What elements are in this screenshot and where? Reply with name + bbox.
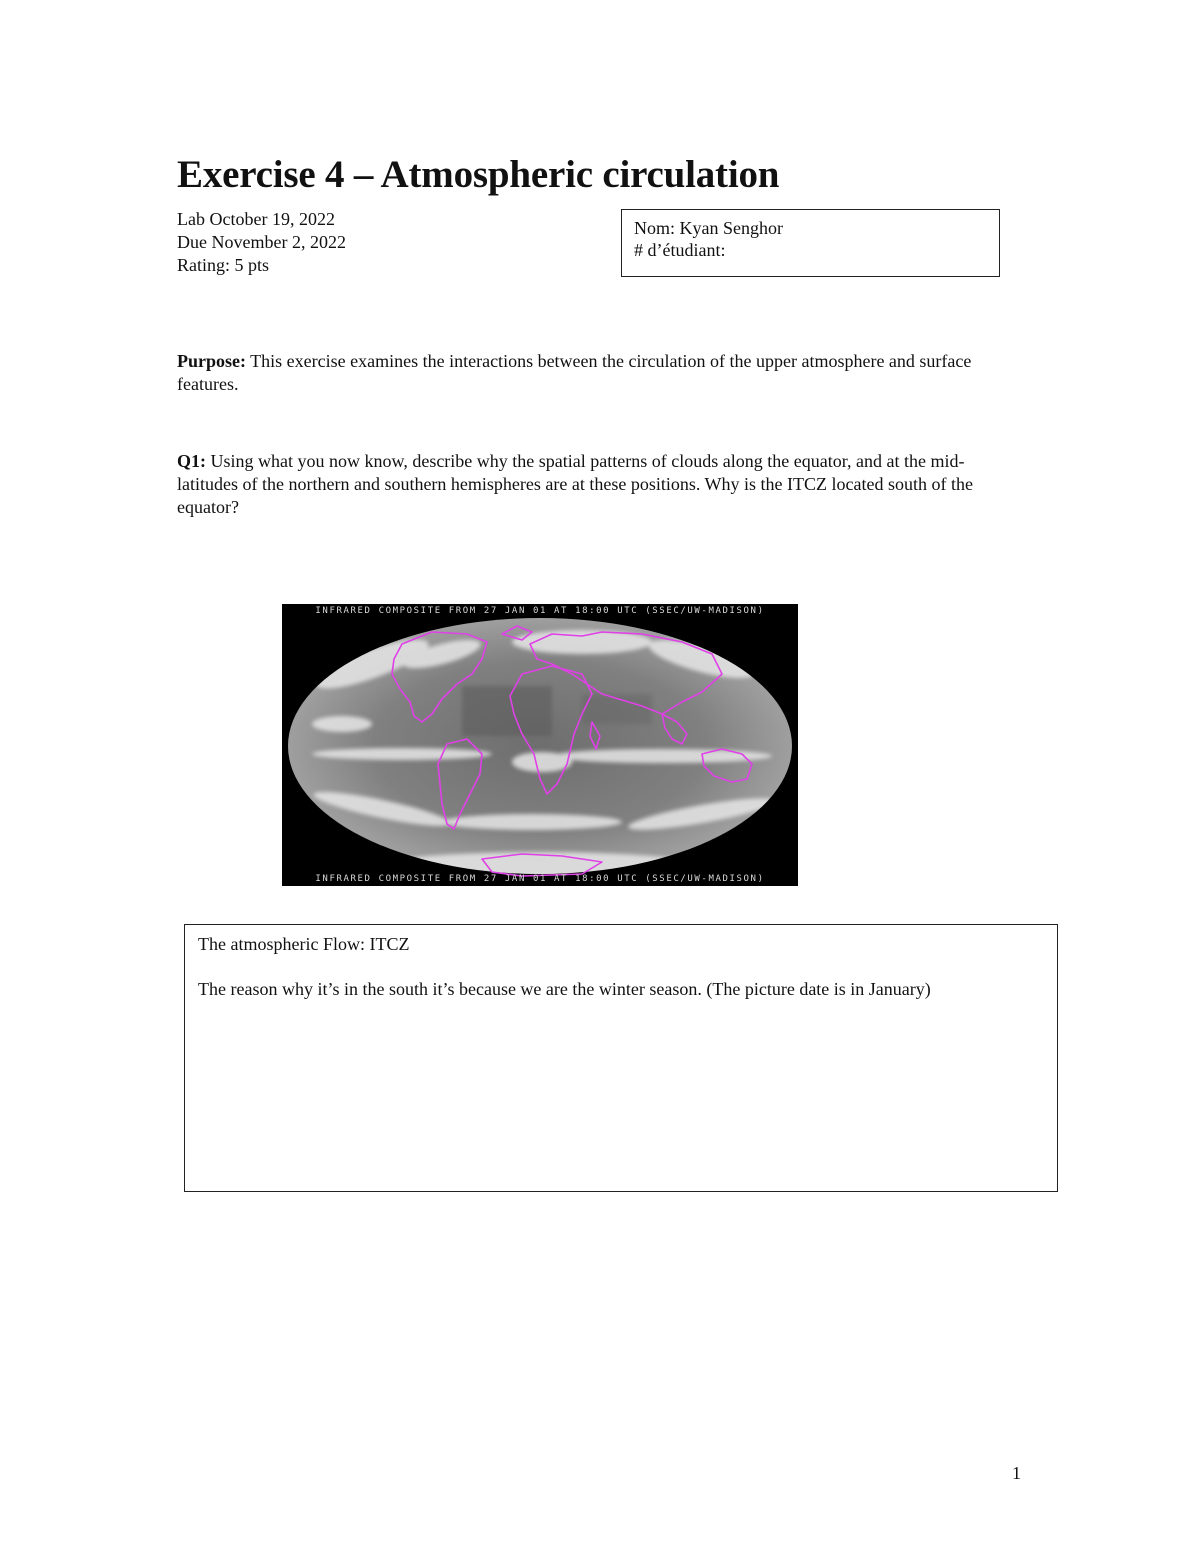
student-info-box [621,209,1000,277]
student-name: Nom: Kyan Senghor [634,218,783,238]
assignment-meta [177,208,346,277]
due-date: Due November 2, 2022 [177,232,346,252]
page-number: 1 [1012,1463,1021,1483]
image-caption-top: INFRARED COMPOSITE FROM 27 JAN 01 AT 18:00 UTC (SSEC/UW-MADISON) [315,606,765,616]
purpose-label: Purpose: [177,351,246,371]
satellite-infrared-image [282,604,798,886]
answer-line-2: The reason why it’s in the south it’s because we are the winter season. (The picture date is in January) [198,979,931,999]
student-number: # d’étudiant: [634,240,726,260]
world-map-graphic [282,604,798,886]
image-caption-bottom: INFRARED COMPOSITE FROM 27 JAN 01 AT 18:00 UTC (SSEC/UW-MADISON) [315,874,765,884]
answer-line-1: The atmospheric Flow: ITCZ [198,934,410,954]
question-1 [177,450,1007,519]
question-1-text: Using what you now know, describe why the spatial patterns of clouds along the equator, and at the mid-latitudes of the northern and southern hemispheres are at these positions. Why is the ITCZ located south of the equator? [177,451,973,517]
purpose-text: This exercise examines the interactions between the circulation of the upper atmosphere and surface features. [177,351,972,394]
answer-box[interactable] [184,924,1058,1192]
page-title: Exercise 4 – Atmospheric circulation [177,153,780,196]
lab-date: Lab October 19, 2022 [177,209,335,229]
question-1-label: Q1: [177,451,206,471]
rating: Rating: 5 pts [177,255,270,275]
purpose-paragraph [177,350,1007,396]
